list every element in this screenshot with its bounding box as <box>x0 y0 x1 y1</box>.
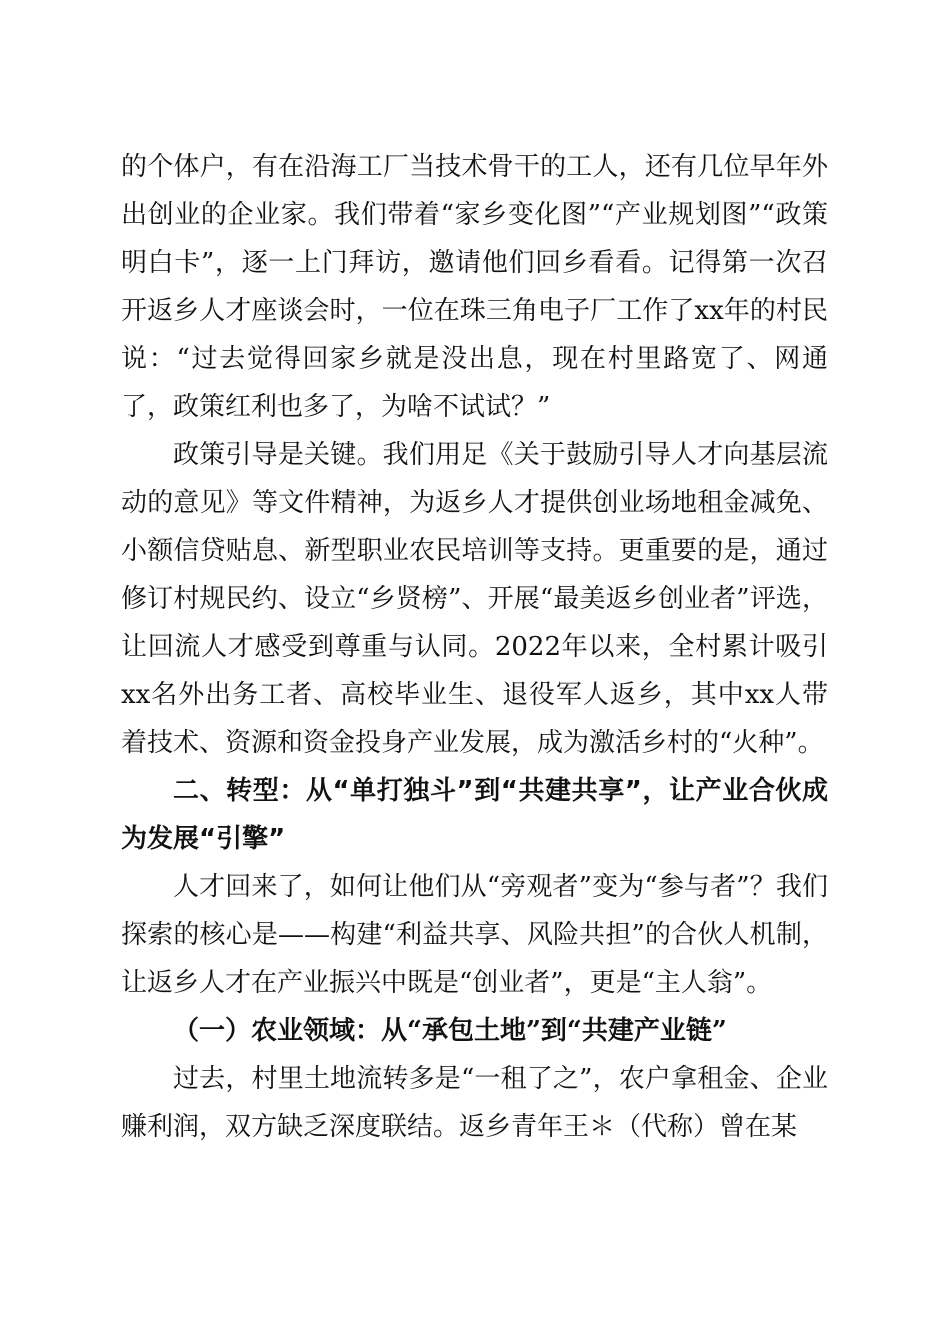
document-body <box>121 143 828 1151</box>
subsection-heading-agriculture: （一）农业领域：从“承包土地”到“共建产业链” <box>173 1016 727 1046</box>
paragraph-land-transfer: 过去，村里土地流转多是“一租了之”，农户拿租金、企业赚利润，双方缺乏深度联结。返乡青年王＊（代称）曾在某 <box>121 1064 828 1142</box>
paragraph-continuation: 的个体户，有在沿海工厂当技术骨干的工人，还有几位早年外出创业的企业家。我们带着“家乡变化图”“产业规划图”“政策明白卡”，逐一上门拜访，邀请他们回乡看看。记得第一次召开返乡人才座谈会时，一位在珠三角电子厂工作了xx年的村民说：“过去觉得回家乡就是没出息，现在村里路宽了、网通了，政策红利也多了，为啥不试试？” <box>121 152 828 422</box>
section-heading-transformation: 二、转型：从“单打独斗”到“共建共享”，让产业合伙成为发展“引擎” <box>121 776 828 854</box>
paragraph-partnership-mechanism: 人才回来了，如何让他们从“旁观者”变为“参与者”？我们探索的核心是——构建“利益共享、风险共担”的合伙人机制，让返乡人才在产业振兴中既是“创业者”，更是“主人翁”。 <box>121 872 828 998</box>
paragraph-policy-guidance: 政策引导是关键。我们用足《关于鼓励引导人才向基层流动的意见》等文件精神，为返乡人才提供创业场地租金减免、小额信贷贴息、新型职业农民培训等支持。更重要的是，通过修订村规民约、设立“乡贤榜”、开展“最美返乡创业者”评选，让回流人才感受到尊重与认同。2022年以来，全村累计吸引xx名外出务工者、高校毕业生、退役军人返乡，其中xx人带着技术、资源和资金投身产业发展，成为激活乡村的“火种”。 <box>121 440 828 758</box>
